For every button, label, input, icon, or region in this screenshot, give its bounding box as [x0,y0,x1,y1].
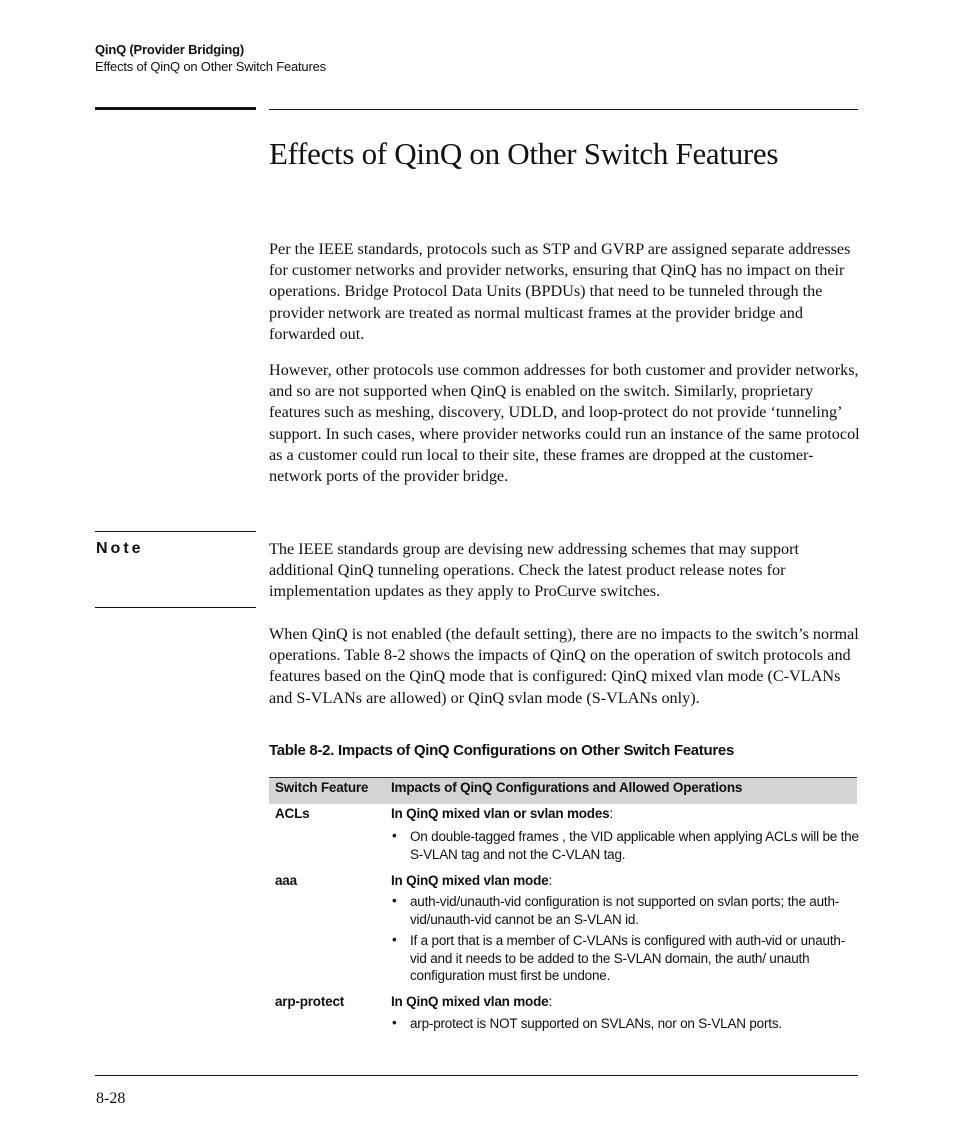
table-row-mode: In QinQ mixed vlan mode: [391,994,552,1009]
header-rule-right [269,109,858,110]
running-header-chapter: QinQ (Provider Bridging) [95,42,245,57]
running-header-section: Effects of QinQ on Other Switch Features [95,59,326,74]
bullet-marker: • [392,932,397,947]
page-title: Effects of QinQ on Other Switch Features [269,136,779,171]
table-row-mode: In QinQ mixed vlan mode: [391,873,552,888]
footer-rule [95,1075,858,1076]
table-row-mode: In QinQ mixed vlan or svlan modes: [391,806,614,821]
bullet-marker: • [392,893,397,908]
note-label: Note [96,540,144,557]
table-header-impacts: Impacts of QinQ Configurations and Allowed Operations [391,780,743,795]
body-paragraph-1: Per the IEEE standards, protocols such as STP and GVRP are assigned separate addresses for customer networks and provider networks, ensuring that QinQ has no impact on their operations. Bridge Protocol Data Units (BPDUs) that need to be tunneled through the provider network are treated as normal multicast frames at the provider bridge and forwarded out. [269,240,851,343]
table-row-bullet: auth-vid/unauth-vid configuration is not supported on svlan ports; the auth-vid/unauth-vid cannot be an S-VLAN id. [410,894,840,927]
table-row-feature: arp-protect [275,994,345,1009]
body-paragraph-3: When QinQ is not enabled (the default setting), there are no impacts to the switch’s normal operations. Table 8-2 shows the impacts of QinQ on the operation of switch protocols and features based on the QinQ mode that is configured: QinQ mixed vlan mode (C-VLANs and S-VLANs are allowed) or QinQ svlan mode (S-VLANs only). [269,625,859,707]
page-number: 8-28 [96,1090,126,1107]
table-row-feature: aaa [275,873,297,888]
table-row-feature: ACLs [275,806,310,821]
note-rule-top [95,531,256,532]
table-row-bullet: If a port that is a member of C-VLANs is configured with auth-vid or unauth-vid and it needs to be added to the S-VLAN domain, the auth/ unauth configuration must first be undone. [410,933,846,983]
table-caption: Table 8-2. Impacts of QinQ Configurations on Other Switch Features [269,742,734,759]
header-rule-left [95,107,256,110]
note-rule-bottom [95,607,256,608]
bullet-marker: • [392,1015,397,1030]
bullet-marker: • [392,828,397,843]
body-paragraph-2: However, other protocols use common addresses for both customer and provider networks, and so are not supported when QinQ is enabled on the switch. Similarly, proprietary features such as meshing, discovery, UDLD, and loop-protect do not provide ‘tunneling’ support. In such cases, where provider networks could run an instance of the same protocol as a customer could run local to their site, these frames are dropped at the customer-network ports of the provider bridge. [269,361,860,486]
table-row-bullet: arp-protect is NOT supported on SVLANs, nor on S-VLAN ports. [410,1016,782,1031]
table-header-switch-feature: Switch Feature [275,780,369,795]
table-row-bullet: On double-tagged frames , the VID applicable when applying ACLs will be the S-VLAN tag and not the C-VLAN tag. [410,829,859,862]
note-text: The IEEE standards group are devising new addressing schemes that may support additional QinQ tunneling operations. Check the latest product release notes for implementation updates as they apply to ProCurve switches. [269,540,799,601]
